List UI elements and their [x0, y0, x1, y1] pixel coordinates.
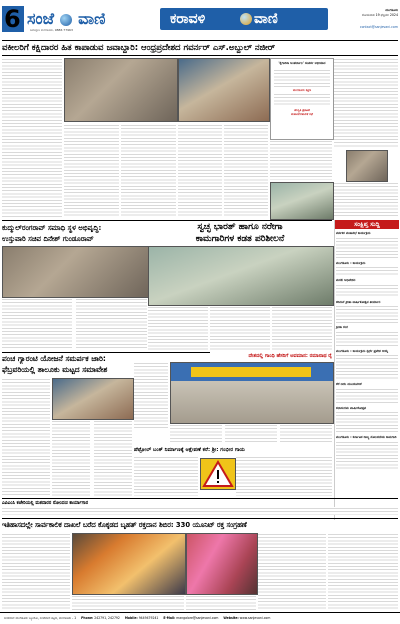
headline-mid-right-1: ಸ್ವಚ್ಛ ಭಾರತ್ ಹಾಗೂ ನರೇಗಾ	[197, 222, 283, 232]
article-text-col-10	[210, 306, 270, 350]
header-date: ಸೋಮವಾರ 19 ಫೆಬ್ರವರಿ 2024	[361, 12, 398, 17]
photo-guarantee-meeting	[52, 378, 134, 420]
footer-mobile-label: Mobile:	[124, 616, 138, 620]
article-text-col-25	[328, 533, 398, 610]
brief-item-9: ಮಂಗಳೂರು : ಕರ್ನಾಟಕ ರಾಜ್ಯ ನೋಂದಣಿಯ ಕಾಮಗಾರಿ	[336, 435, 397, 439]
sidebar-top-text-2	[334, 182, 398, 218]
brand-right: ವಾಣಿ	[78, 9, 106, 28]
headline-bottom-strip: ಎಪಿಎಂಸಿ ಕಚೇರಿಯಲ್ಲಿ ಮತದಾರರ ನೋಂದಣಿ ಕಾರ್ಯಾಗಾರ	[2, 501, 89, 506]
footer-phone-label: Phone:	[81, 616, 94, 620]
headline-mid-right-2: ಕಾಮಗಾರಿಗಳ ಕಡತ ಪರಿಶೀಲನೆ	[195, 234, 285, 244]
footer-mobile: 9449479241	[138, 616, 159, 620]
photo-sidebar-portrait	[346, 150, 388, 182]
quote-box-line-3: ಮಹಾನಗರಪಾಲಿಕೆ ಸಭೆ	[290, 111, 314, 116]
footer	[0, 612, 400, 624]
rule-top-2	[2, 55, 398, 56]
edition-banner	[160, 8, 328, 30]
quote-box	[270, 58, 334, 140]
edition-title: ಕರಾವಳಿ	[170, 11, 206, 27]
quote-box-line-1: ಮಂಗಳೂರು ಶಿಕ್ಷಣ	[292, 87, 312, 92]
quote-box-title: 'ಕೈಗಾರಿಕಾ ಅಂತರ್ಜಾಲ' ಸಂಪರ್ಕ ಅಭಿಯಾನ	[278, 61, 326, 65]
brief-item-1: ವರ್ತಕರ ಮಹಾಸಭೆ ಕಾರ್ಯಕ್ರಮ	[336, 231, 371, 235]
rule-top	[2, 40, 398, 41]
article-text-col-16	[170, 424, 222, 444]
article-text-col-18	[280, 424, 332, 444]
article-text-col-14	[94, 420, 132, 496]
footer-website[interactable]: www.sanjevani.com	[239, 616, 271, 620]
photo-ribbon-cutting	[270, 182, 334, 220]
brand-left: ಸಂಜೆ	[27, 9, 54, 28]
brief-news-title: ಸಂಕ್ಷಿಪ್ತ ಸುದ್ದಿ	[335, 220, 399, 229]
article-text-col-19	[134, 456, 198, 496]
article-text-col-15	[134, 362, 168, 430]
headline-petrol: ಪೆಟ್ರೋಲ್ ಬಂಕ್ ನಿರ್ಮಾಣಕ್ಕೆ ಆಕ್ಷೇಪಣೆ ಕರೆ: ಶ್ರೀ: ಗಂಭೀರ ಗಾಯ	[134, 447, 246, 453]
masthead	[0, 0, 400, 38]
tagline: ಜವಾಬ್ದಾರಿ ಮಂಗಳೂರು, 9886 77963	[30, 28, 73, 32]
brief-news-sidebar	[334, 220, 399, 520]
edition-globe-icon	[240, 13, 252, 25]
header-city: ಮಂಗಳೂರು	[385, 8, 398, 12]
article-text-col-11	[272, 306, 332, 350]
quote-box-line-2: ಪರಿಸ್ಥಿತಿ ಪ್ರಕಟಣೆ	[294, 107, 310, 112]
footer-phone: 242791, 242792	[94, 616, 120, 620]
article-text-col-7	[2, 298, 72, 350]
rule-mid	[2, 220, 332, 221]
rule-bottom-strip	[2, 498, 398, 499]
sidebar-top-text	[334, 58, 398, 148]
header-site: contact@sanjevani.com	[359, 25, 398, 29]
brief-item-2: ಮಂಗಳೂರು : ಕಾರ್ಯಕ್ರಮ	[336, 260, 366, 265]
footer-email[interactable]: mangalore@sanjevani.com	[176, 616, 219, 620]
brief-item-7: ಕೆರೆ ನೀರು ಮುಂದುವರಿಕೆ	[336, 382, 362, 386]
page-number-text: 6	[4, 5, 21, 33]
photo-blood-donation-group	[72, 533, 186, 595]
footer-email-label: E-Mail:	[163, 616, 176, 620]
article-text-col-23	[186, 595, 256, 610]
headline-bottom: ಇತಿಹಾಸದಲ್ಲೇ ಸಾರ್ವಕಾಲಿಕ ದಾಖಲೆ ಬರೆದ ಕೊಕ್ಕಡದ ಬೃಹತ್ ರಕ್ತದಾನ ಶಿಬಿರ: 330 ಯೂನಿಟ್ ರಕ್ತ ಸಂಗ್ರಹಣೆ	[2, 521, 247, 529]
brief-item-3: ಮಳಲಿ ಅಧಿವೇಶನ	[336, 278, 356, 282]
photo-samadhi-inauguration	[2, 246, 149, 298]
rule-bottom	[2, 518, 398, 519]
photo-congress-protest	[170, 362, 334, 424]
article-text-col-17	[225, 424, 277, 444]
article-text-col-5	[224, 124, 268, 218]
brief-item-4: ಕರಿಮನೆ ಕ್ರೀಡಾ ವಾರ್ಷಿಕೋತ್ಸವ ತೀರ್ಮಾನ	[336, 299, 381, 304]
brand-logo	[27, 9, 157, 29]
brand-globe-icon	[60, 14, 72, 26]
article-text-col-4	[178, 124, 222, 218]
article-text-col-9	[148, 306, 208, 350]
headline-gandhi: ದೇಶದಲ್ಲಿ ಗಾಂಧಿ ಹೆಸರಿಗೆ ಅವಮಾನ: ರಮಾನಾಥ ರೈ	[248, 353, 332, 359]
article-text-col-1	[2, 58, 62, 218]
article-text-col-22	[72, 595, 184, 610]
brief-item-5: ಕ್ರೀಡಾ ರಂಗ	[336, 325, 349, 329]
bottom-strip-text	[2, 507, 398, 515]
headline-mid-left-1: ಕುದ್ಮುಲ್‌ರಂಗರಾವ್ ಸಮಾಧಿ ಸ್ಥಳ ಅಭಿವೃದ್ಧಿ:	[2, 224, 102, 232]
brief-item-6: ಮಂಗಳೂರು : ಕಾರ್ಯಕ್ರಮ ಸ್ಪರ್ಧೆ ಪ್ರವೇಶ ಆಯ್ಕೆ	[336, 348, 389, 353]
photo-blood-donation-camp	[186, 533, 258, 595]
footer-address: ಸಂಜೆವಾಣಿ ಮಂಗಳೂರು ಬ್ಯೂರೋ, ಸಂಜೆವಾಣಿ ಕಟ್ಟಡ, ಮಂಗಳೂರು - 1	[4, 616, 77, 620]
headline-guarantee-1: ಪಂಚ ಗ್ಯಾರಂಟಿ ಯೋಜನೆ ಸಮರ್ಪಕ ಜಾರಿ:	[2, 354, 106, 363]
headline-mid-left-2: ಉಸ್ತುವಾರಿ ಸಚಿವ ದಿನೇಶ್ ಗುಂಡೂರಾವ್	[2, 235, 94, 243]
article-text-col-12	[2, 378, 50, 496]
banner-text	[191, 367, 311, 377]
article-text-col-2	[64, 124, 119, 218]
photo-governor-stage	[178, 58, 270, 122]
header-right	[332, 8, 398, 30]
article-text-col-21	[2, 533, 70, 610]
article-text-col-6	[270, 140, 332, 180]
headline-guarantee-2: ಫೆಬ್ರವರಿಯಲ್ಲಿ ತಾಲೂಕು ಮಟ್ಟದ ಸಮಾವೇಶ	[2, 365, 108, 374]
brief-item-8: ಕಲಾಸಂಗಮ ವಾರ್ಷಿಕೋತ್ಸವ	[336, 405, 367, 410]
edition-brand: ವಾಣಿ	[254, 11, 278, 27]
article-text-col-8	[76, 298, 147, 350]
footer-website-label: Website:	[223, 616, 239, 620]
photo-swachh-bharat-inspection	[148, 246, 334, 306]
headline-top: ವಕೀಲರಿಗೆ ಕಕ್ಷಿದಾರರ ಹಿತ ಕಾಪಾಡುವ ಜವಾಬ್ದಾರಿ: ಆಂಧ್ರಪ್ರದೇಶದ ಗವರ್ನರ್ ಎಸ್.ಅಬ್ದುಲ್ ನಜೀರ್	[2, 43, 276, 53]
warning-sign-icon	[200, 458, 236, 490]
article-text-col-24	[258, 533, 326, 610]
photo-governor-event	[64, 58, 178, 122]
article-text-col-3	[121, 124, 176, 218]
article-text-col-13	[52, 420, 90, 496]
article-text-col-20	[236, 456, 332, 496]
